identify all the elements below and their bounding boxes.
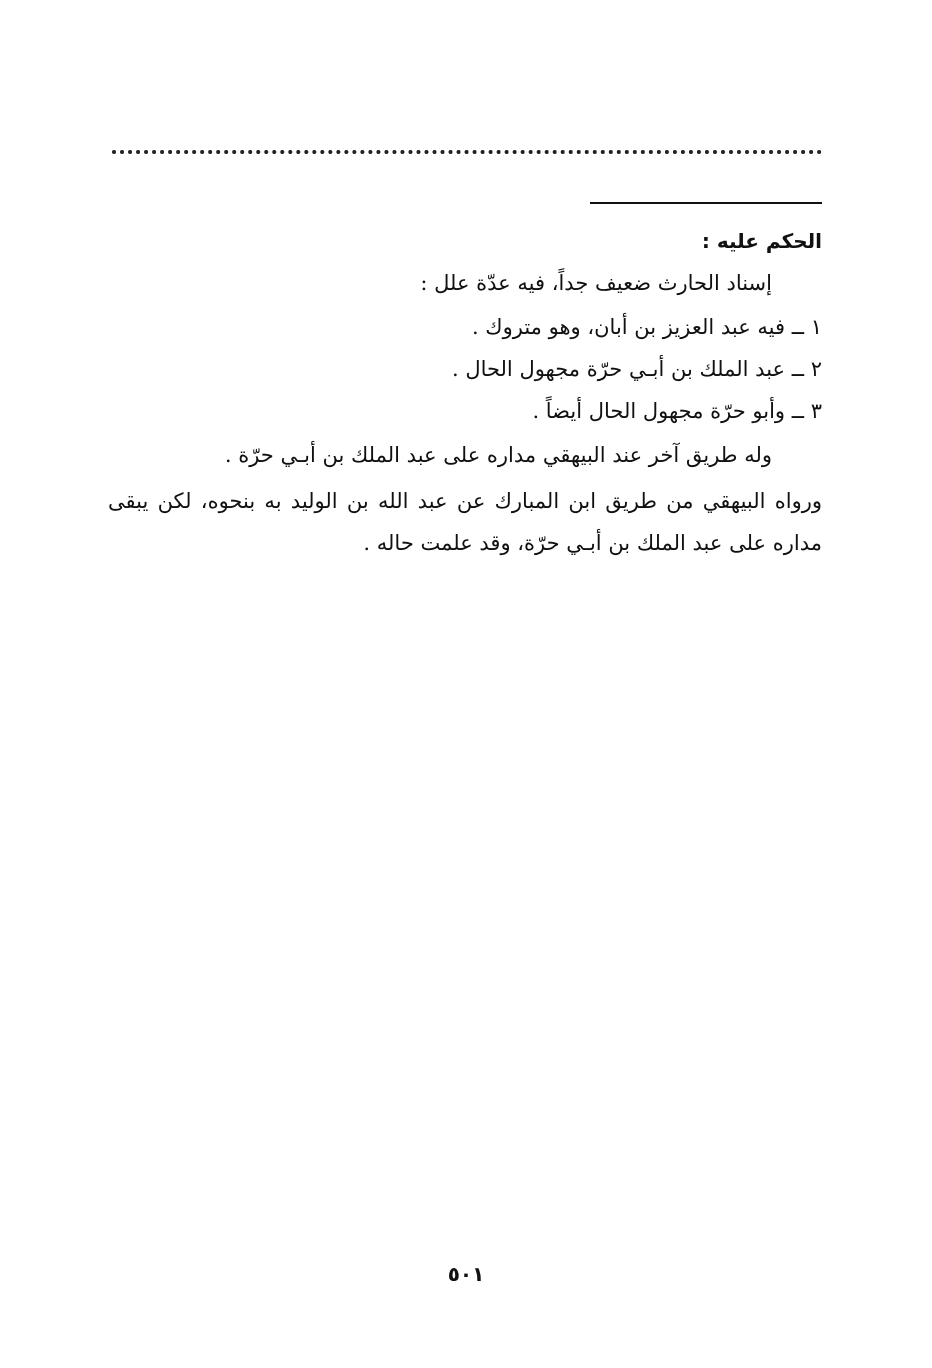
section-heading: الحكم عليه :	[701, 229, 822, 253]
list-item-3: ٣ ــ وأبو حرّة مجهول الحال أيضاً .	[532, 399, 822, 423]
paragraph-line-intro: إسناد الحارث ضعيف جداً، فيه عدّة علل :	[420, 271, 772, 295]
list-item-2: ٢ ــ عبد الملك بن أبـي حرّة مجهول الحال .	[451, 357, 822, 381]
page-number: ٥٠١	[447, 1262, 485, 1286]
dotted-separator	[112, 150, 822, 154]
paragraph-line-bayhaqi-cont: مداره على عبد الملك بن أبـي حرّة، وقد علمت حاله .	[363, 531, 822, 555]
footnote-separator-line	[590, 202, 822, 204]
paragraph-line-other-route: وله طريق آخر عند البيهقي مداره على عبد الملك بن أبـي حرّة .	[224, 443, 772, 467]
list-item-1: ١ ــ فيه عبد العزيز بن أبان، وهو متروك .	[471, 315, 822, 339]
paragraph-line-bayhaqi: ورواه البيهقي من طريق ابن المبارك عن عبد الله بن الوليد به بنحوه، لكن يبقى	[108, 489, 822, 513]
